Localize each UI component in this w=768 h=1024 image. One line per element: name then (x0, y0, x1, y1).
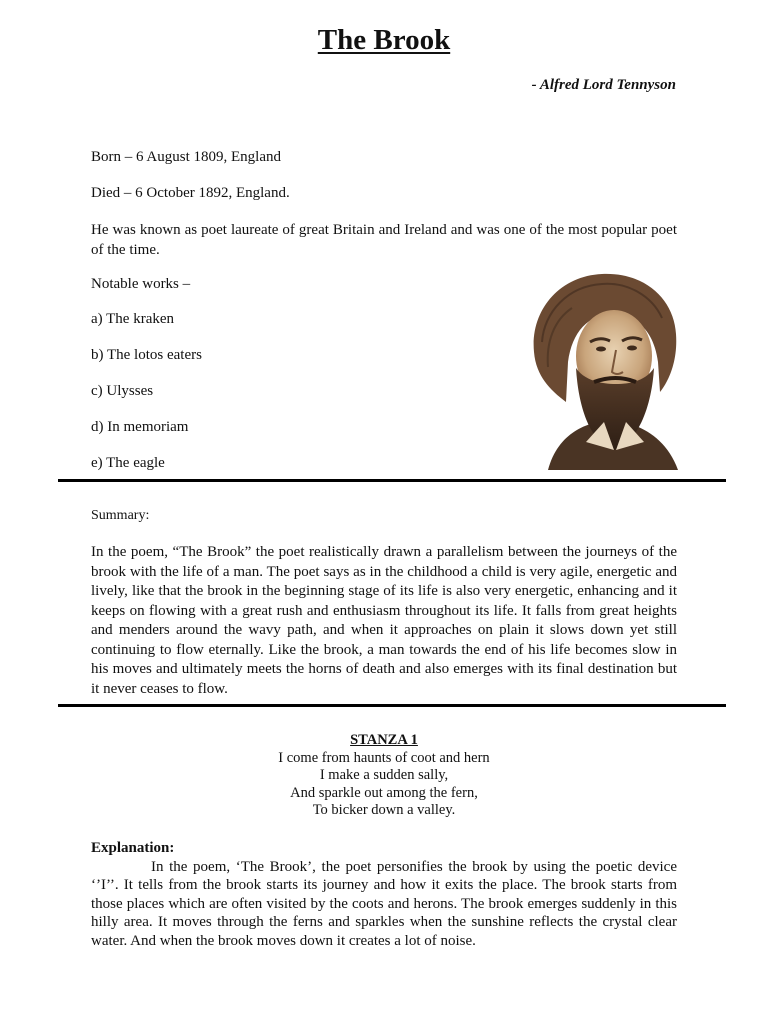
work-item: e) The eagle (91, 455, 165, 471)
born-line: Born – 6 August 1809, England (91, 149, 281, 165)
stanza-line: To bicker down a valley. (312, 802, 456, 818)
stanza-line: I make a sudden sally, (319, 767, 449, 783)
summary-label: Summary: (91, 508, 150, 523)
section-divider (58, 704, 726, 707)
notable-works-label: Notable works – (91, 276, 191, 292)
work-item: c) Ulysses (91, 383, 154, 399)
work-item: a) The kraken (91, 311, 175, 327)
work-item: b) The lotos eaters (91, 347, 202, 363)
explanation-block (91, 839, 677, 950)
section-divider (58, 479, 726, 482)
summary-text: In the poem, “The Brook” the poet realistically drawn a parallelism between the journeys of the brook with the life of a man. The poet says as in the childhood a child is very agile, energetic and lively, like that the brook in the beginning stage of its life is also very energetic, enhancing and it keeps on flowing with a great rush and enthusiasm throughout its life. It falls from great heights and menders around the wavy path, and when it approaches on plain it slows down yet still continuing to flow eternally. Like the brook, a man towards the end of his life becomes slow in his moves and ultimately meets the horns of death and also emerges with its final destination but it never ceases to flow. (91, 544, 677, 697)
work-item: d) In memoriam (91, 419, 189, 435)
explanation-text: In the poem, ‘The Brook’, the poet personifies the brook by using the poetic device ‘’I’’. It tells from the brook starts its journey and how it exits the place. The brook starts from those places which are often visited by the coots and herons. The brook emerges suddenly in this hilly area. It moves through the ferns and sparkles when the sunshine reflects the crystal clear water. And when the brook moves down it creates a lot of noise. (91, 858, 677, 949)
stanza-title: STANZA 1 (350, 732, 418, 748)
explanation-label: Explanation: (91, 840, 175, 856)
author-name: - Alfred Lord Tennyson (531, 77, 676, 93)
stanza-line: I come from haunts of coot and hern (278, 749, 490, 766)
author-portrait (528, 272, 692, 470)
bio-description: He was known as poet laureate of great Britain and Ireland and was one of the most popular poet of the time. (91, 222, 677, 258)
died-line: Died – 6 October 1892, England. (91, 185, 290, 201)
stanza-line: And sparkle out among the fern, (290, 784, 478, 801)
page-title: The Brook (317, 24, 451, 56)
